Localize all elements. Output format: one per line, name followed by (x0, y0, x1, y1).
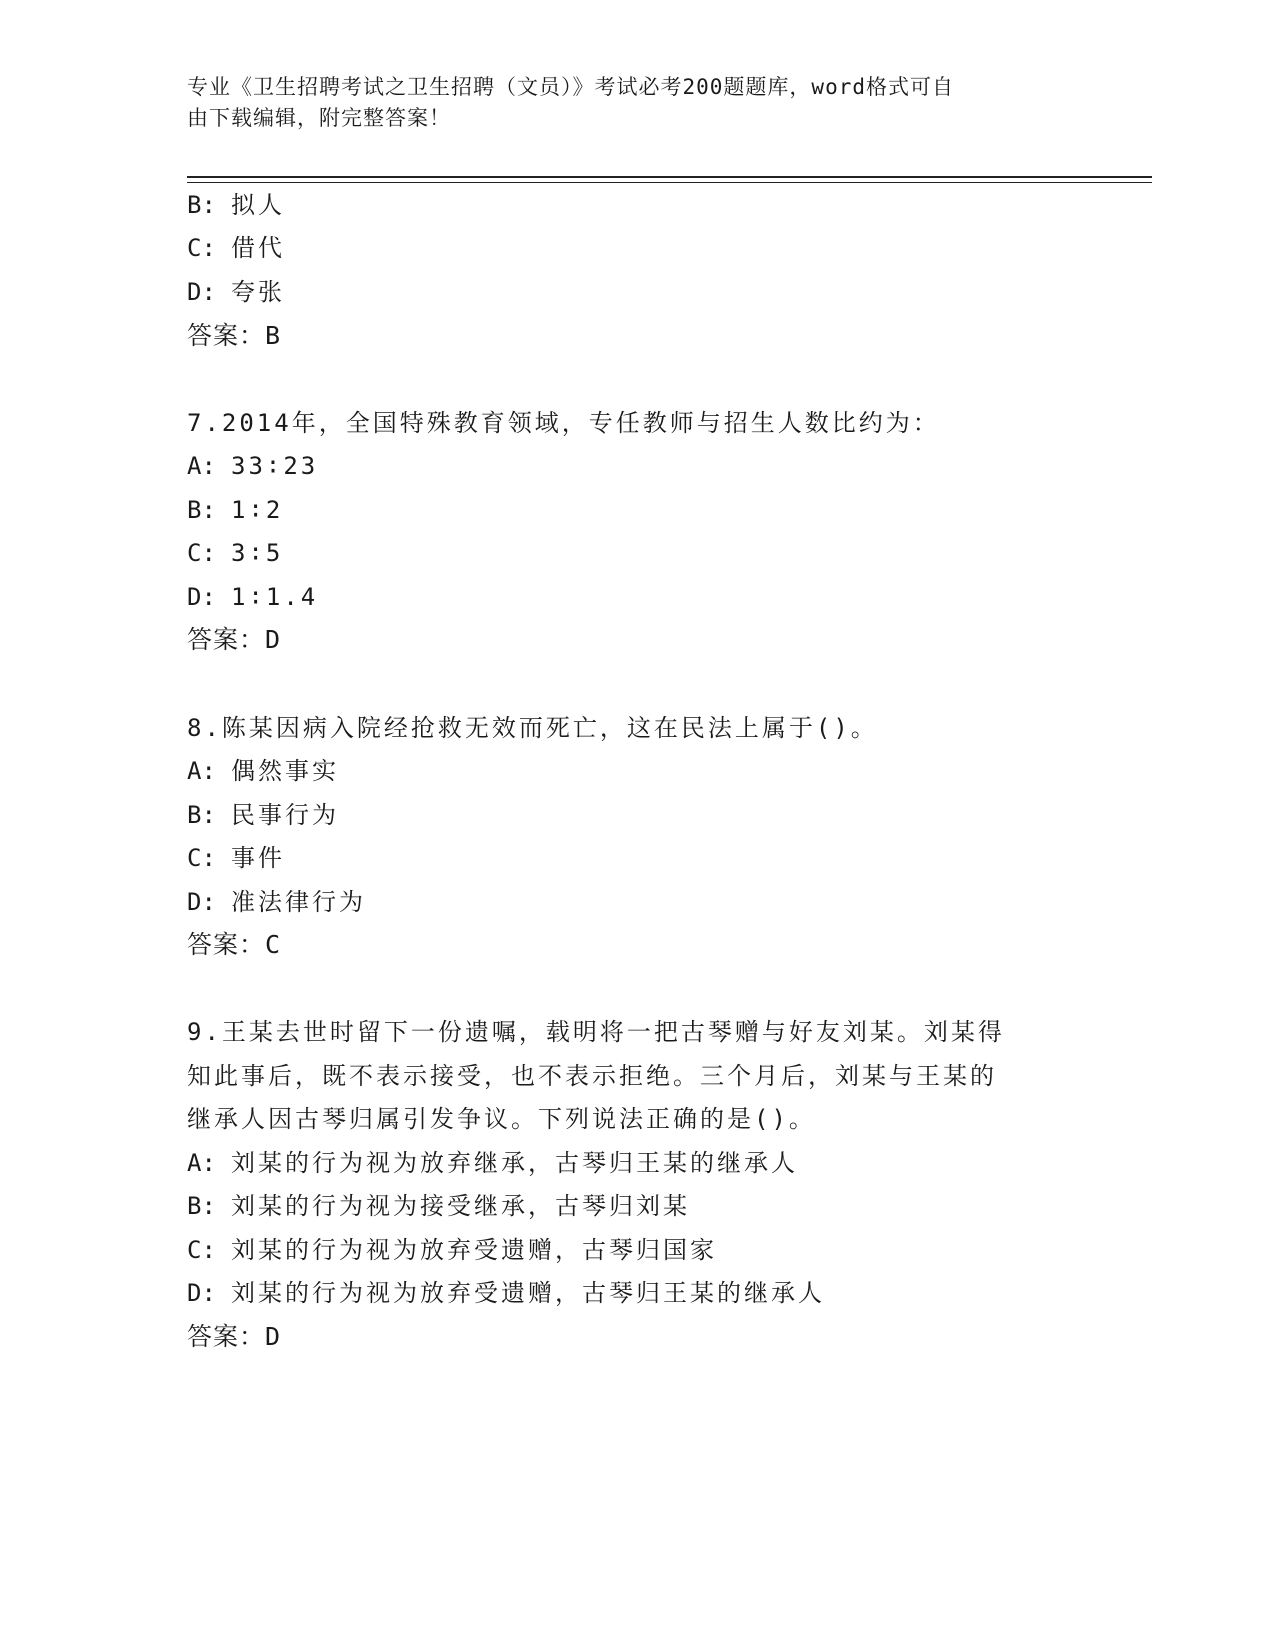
option-label: C: (187, 844, 216, 872)
option-label: C: (187, 234, 216, 262)
option-text: 民事行为 (231, 801, 339, 829)
q7-option-c (187, 530, 1087, 576)
option-label: A: (187, 452, 216, 480)
option-text: 夸张 (231, 278, 285, 306)
option-label: C: (187, 539, 216, 567)
q6-option-d (187, 269, 1087, 315)
option-text: 准法律行为 (231, 888, 366, 916)
q7-option-b (187, 487, 1087, 533)
q8-answer: 答案：C (187, 930, 282, 959)
option-label: D: (187, 278, 216, 306)
option-label: C: (187, 1236, 216, 1264)
q6-option-b (187, 182, 1087, 228)
option-text: 偶然事实 (231, 757, 339, 785)
option-label: B: (187, 496, 216, 524)
option-text: 拟人 (231, 191, 285, 219)
header-line-1: 专业《卫生招聘考试之卫生招聘（文员）》考试必考200题题库，word格式可自 (187, 75, 954, 99)
option-text: 1∶2 (231, 496, 284, 524)
q9-option-d (187, 1270, 1087, 1316)
option-text: 1∶1.4 (231, 583, 319, 611)
q8-option-b (187, 792, 1087, 838)
option-text: 33∶23 (231, 452, 319, 480)
option-text: 事件 (231, 844, 285, 872)
q9-stem-line-1: 9.王某去世时留下一份遗嘱，载明将一把古琴赠与好友刘某。刘某得 (187, 1018, 1005, 1046)
document-page (187, 0, 1157, 1650)
header-line-2: 由下载编辑，附完整答案！ (187, 106, 451, 130)
option-label: A: (187, 1149, 216, 1177)
option-text: 3∶5 (231, 539, 284, 567)
q9-option-b (187, 1183, 1087, 1229)
q9-stem-line-2: 知此事后，既不表示接受，也不表示拒绝。三个月后，刘某与王某的 (187, 1062, 997, 1090)
q6-option-c (187, 225, 1087, 271)
option-label: D: (187, 888, 216, 916)
q9-option-a (187, 1140, 1087, 1186)
document-header (187, 72, 1067, 134)
q8-stem: 8.陈某因病入院经抢救无效而死亡，这在民法上属于()。 (187, 714, 878, 742)
q7-option-d (187, 574, 1087, 620)
option-text: 借代 (231, 234, 285, 262)
q7-stem: 7.2014年，全国特殊教育领域，专任教师与招生人数比约为： (187, 409, 940, 437)
q7-option-a (187, 443, 1087, 489)
option-text: 刘某的行为视为放弃继承，古琴归王某的继承人 (231, 1149, 798, 1177)
q9-answer: 答案：D (187, 1322, 282, 1351)
q9-stem-line-3: 继承人因古琴归属引发争议。下列说法正确的是()。 (187, 1105, 816, 1133)
option-label: B: (187, 801, 216, 829)
option-label: D: (187, 1279, 216, 1307)
header-divider (187, 176, 1152, 178)
option-text: 刘某的行为视为接受继承，古琴归刘某 (231, 1192, 690, 1220)
q7-answer: 答案：D (187, 625, 282, 654)
option-text: 刘某的行为视为放弃受遗赠，古琴归王某的继承人 (231, 1279, 825, 1307)
option-text: 刘某的行为视为放弃受遗赠，古琴归国家 (231, 1236, 717, 1264)
option-label: A: (187, 757, 216, 785)
option-label: D: (187, 583, 216, 611)
q6-answer: 答案：B (187, 321, 282, 350)
q9-option-c (187, 1227, 1087, 1273)
q8-option-c (187, 835, 1087, 881)
option-label: B: (187, 191, 216, 219)
q8-option-a (187, 748, 1087, 794)
q8-option-d (187, 879, 1087, 925)
option-label: B: (187, 1192, 216, 1220)
